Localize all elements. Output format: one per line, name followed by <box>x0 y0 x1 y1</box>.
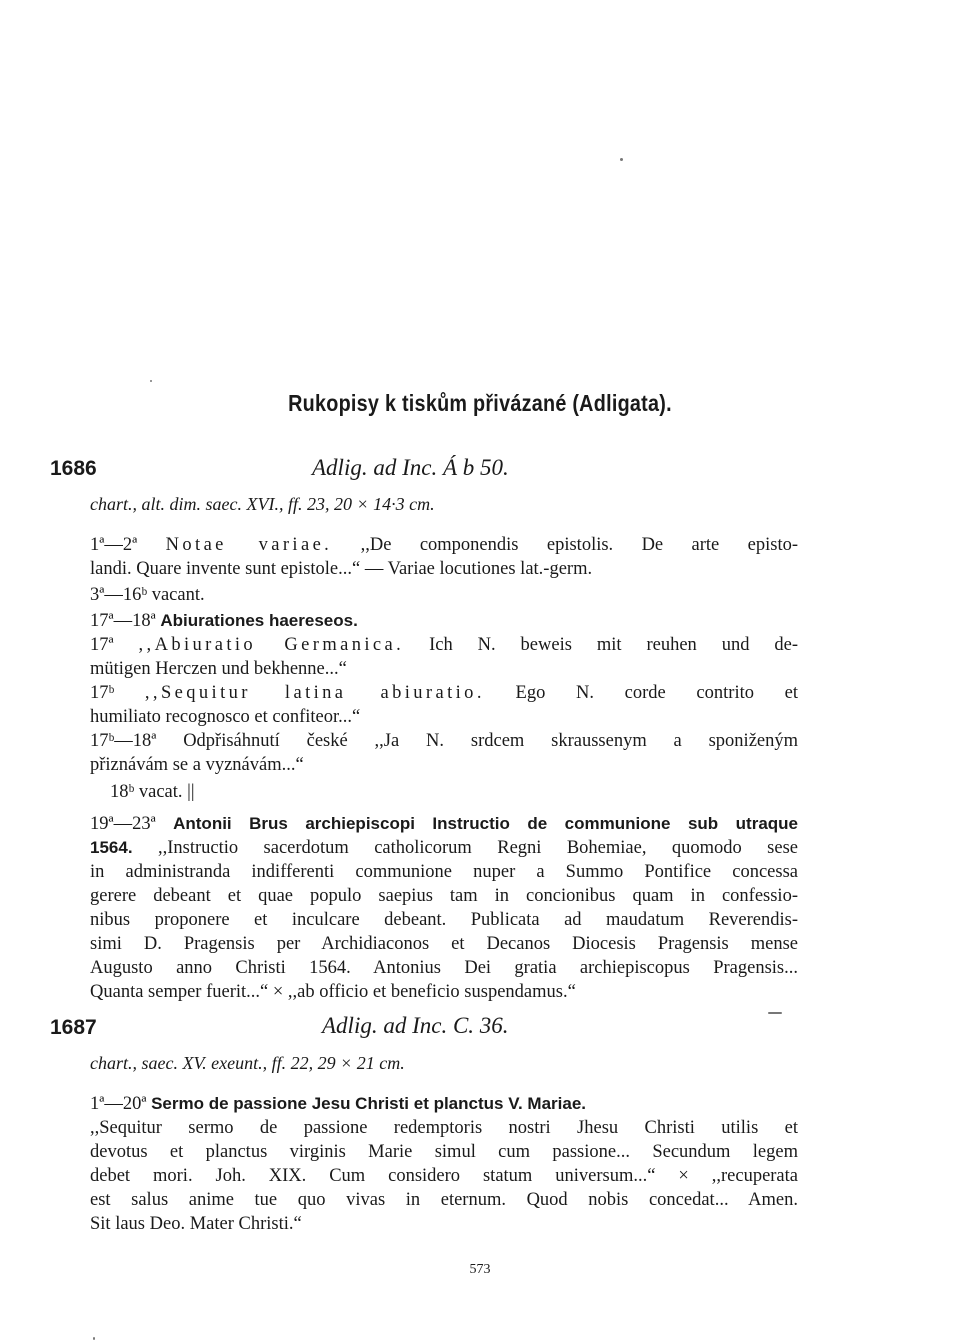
item-text: ,,De componendis epistolis. De arte episto- <box>360 535 799 555</box>
item-title: Abiurationes haereseos. <box>160 611 358 630</box>
item-text: vacant. <box>151 585 205 605</box>
entry-number: 1687 <box>50 1016 97 1039</box>
item-line <box>90 729 798 753</box>
page-number: 573 <box>469 1262 491 1277</box>
item-range: 17ᵇ—18ª <box>90 731 157 751</box>
item-title: 1564. <box>90 838 133 857</box>
entry-number: 1686 <box>50 457 97 480</box>
item-title: Antonii Brus archiepiscopi Instructio de communione sub utraque <box>173 814 798 833</box>
item-text: Augusto anno Christi 1564. Antonius Dei gratia archiepiscopus Pragensis... <box>90 958 798 978</box>
item-text: Ich N. beweis mit reuhen und de- <box>429 635 798 655</box>
item-text: gerere debeant et quae populo saepius tam in concionibus quam in confessio- <box>90 886 798 906</box>
entry-signature: Adlig. ad Inc. Á b 50. <box>312 455 509 480</box>
item-text: Odpřisáhnutí české ,,Ja N. srdcem skraussenym a sponiženým <box>183 731 799 751</box>
item-text: devotus et planctus virginis Marie simul cum passione... Secundum legem <box>90 1142 798 1162</box>
item-range: 3ª—16ᵇ <box>90 585 148 605</box>
item-line <box>90 609 798 633</box>
scan-speck <box>620 158 623 161</box>
item-text: debet mori. Joh. XIX. Cum considero statum universum...“ × ,,recuperata <box>90 1166 798 1186</box>
item-text: landi. Quare invente sunt epistole...“ — Variae locutiones lat.-germ. <box>90 559 593 579</box>
scan-speck <box>768 1012 782 1014</box>
item-title: ,,Sequitur latina abiuratio. <box>144 683 485 703</box>
entry-items <box>90 533 798 1004</box>
entry-description: chart., saec. XV. exeunt., ff. 22, 29 × 21 cm. <box>90 1053 405 1073</box>
item-line <box>90 633 798 657</box>
item-line <box>90 533 798 557</box>
item-range: 18ᵇ <box>110 782 135 802</box>
item-text: Quanta semper fuerit...“ × ,,ab officio et beneficio suspendamus.“ <box>90 982 576 1002</box>
item-text: simi D. Pragensis per Archidiaconos et Decanos Diocesis Pragensis mense <box>90 934 798 954</box>
item-text: přiznávám se a vyznávám...“ <box>90 755 304 775</box>
item-text: humiliato recognosco et confiteor...“ <box>90 707 361 727</box>
item-line <box>90 812 798 836</box>
item-range: 1ª—2ª <box>90 535 138 555</box>
entry-description: chart., alt. dim. saec. XVI., ff. 23, 20 × 14·3 cm. <box>90 494 435 514</box>
item-line <box>90 780 798 804</box>
item-text: est salus anime tue quo vivas in eternum. Quod nobis concedat... Amen. <box>90 1190 798 1210</box>
item-text: ,,Sequitur sermo de passione redemptoris nostri Jhesu Christi utilis et <box>90 1118 798 1138</box>
item-text: in administranda indifferenti communione nuper a Summo Pontifice concessa <box>90 862 798 882</box>
item-text: vacat. <box>138 782 183 802</box>
page-heading: Rukopisy k tiskům přivázané (Adligata). <box>288 390 672 416</box>
item-line <box>90 1092 798 1116</box>
item-text: Ego N. corde contrito et <box>515 683 798 703</box>
item-range: 17ª—18ª <box>90 611 156 631</box>
item-text: Sit laus Deo. Mater Christi.“ <box>90 1214 302 1234</box>
scan-speck <box>93 1337 95 1340</box>
entry-items <box>90 1092 798 1236</box>
item-text: mütigen Herczen und bekhenne...“ <box>90 659 347 679</box>
item-line <box>90 836 798 860</box>
item-range: 1ª—20ª <box>90 1094 147 1114</box>
entry-signature: Adlig. ad Inc. C. 36. <box>322 1013 509 1038</box>
item-title: Sermo de passione Jesu Christi et planctus V. Mariae. <box>151 1094 587 1113</box>
item-range: 19ª—23ª <box>90 814 156 834</box>
item-title: ,,Abiuratio Germanica. <box>138 635 405 655</box>
item-range: 17ᵇ <box>90 683 115 703</box>
item-line <box>90 583 798 607</box>
folio-break-mark: || <box>187 782 195 802</box>
item-text: nibus proponere et inculcare debeant. Publicata ad maudatum Reverendis- <box>90 910 798 930</box>
item-line <box>90 681 798 705</box>
scan-speck <box>150 380 152 382</box>
item-range: 17ª <box>90 635 114 655</box>
item-text: ,,Instructio sacerdotum catholicorum Regni Bohemiae, quomodo sese <box>157 838 799 858</box>
item-title: Notae variae. <box>165 535 333 555</box>
